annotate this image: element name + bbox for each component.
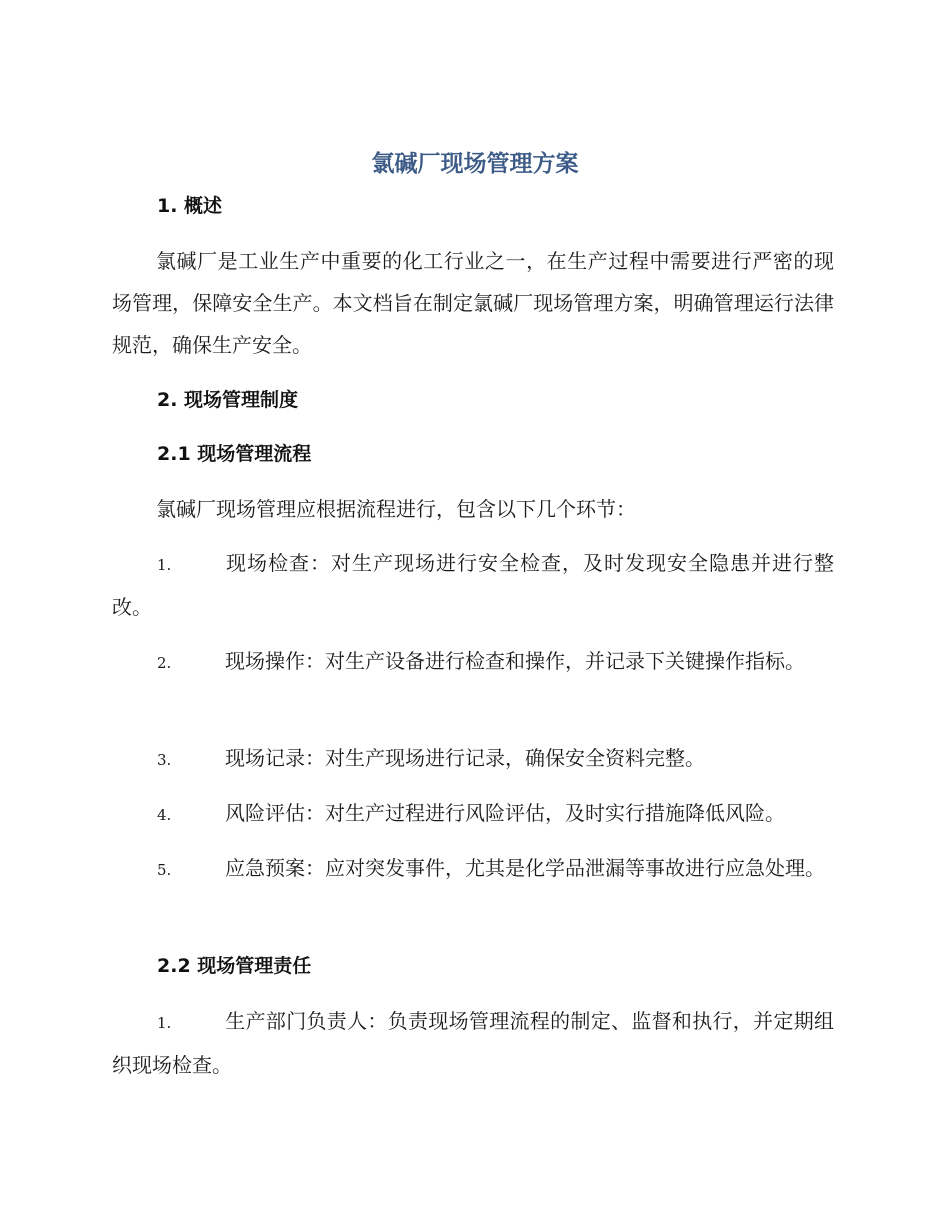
process-intro: 氯碱厂现场管理应根据流程进行，包含以下几个环节： <box>156 497 636 521</box>
section-heading-management-process: 2.1 现场管理流程 <box>157 443 312 465</box>
list-item-number: 1. <box>157 556 172 574</box>
list-item-text: 现场操作：对生产设备进行检查和操作，并记录下关键操作指标。 <box>225 649 805 673</box>
list-item <box>112 1000 834 1086</box>
list-item <box>112 792 834 836</box>
list-item-text: 现场记录：对生产现场进行记录，确保安全资料完整。 <box>225 746 705 770</box>
list-item-text: 风险评估：对生产过程进行风险评估，及时实行措施降低风险。 <box>225 801 785 825</box>
list-item <box>112 640 834 684</box>
list-item <box>112 737 834 781</box>
list-item-number: 4. <box>157 806 172 824</box>
list-item-number: 5. <box>157 861 172 879</box>
list-item-number: 3. <box>157 751 172 769</box>
list-item <box>112 542 834 628</box>
list-item <box>112 847 834 891</box>
list-item-number: 2. <box>157 654 172 672</box>
section-heading-overview: 1. 概述 <box>157 195 223 217</box>
document-title: 氯碱厂现场管理方案 <box>371 151 579 177</box>
list-item-number: 1. <box>157 1014 172 1032</box>
list-item-text: 生产部门负责人：负责现场管理流程的制定、监督和执行，并定期组织现场检查。 <box>112 1009 834 1077</box>
list-item-text: 现场检查：对生产现场进行安全检查，及时发现安全隐患并进行整改。 <box>112 551 834 619</box>
list-item-text: 应急预案：应对突发事件，尤其是化学品泄漏等事故进行应急处理。 <box>225 856 825 880</box>
section-heading-management-system: 2. 现场管理制度 <box>157 389 299 411</box>
section-heading-management-responsibility: 2.2 现场管理责任 <box>157 955 312 977</box>
overview-paragraph: 氯碱厂是工业生产中重要的化工行业之一，在生产过程中需要进行严密的现场管理，保障安全生产。本文档旨在制定氯碱厂现场管理方案，明确管理运行法律规范，确保生产安全。 <box>112 249 834 357</box>
